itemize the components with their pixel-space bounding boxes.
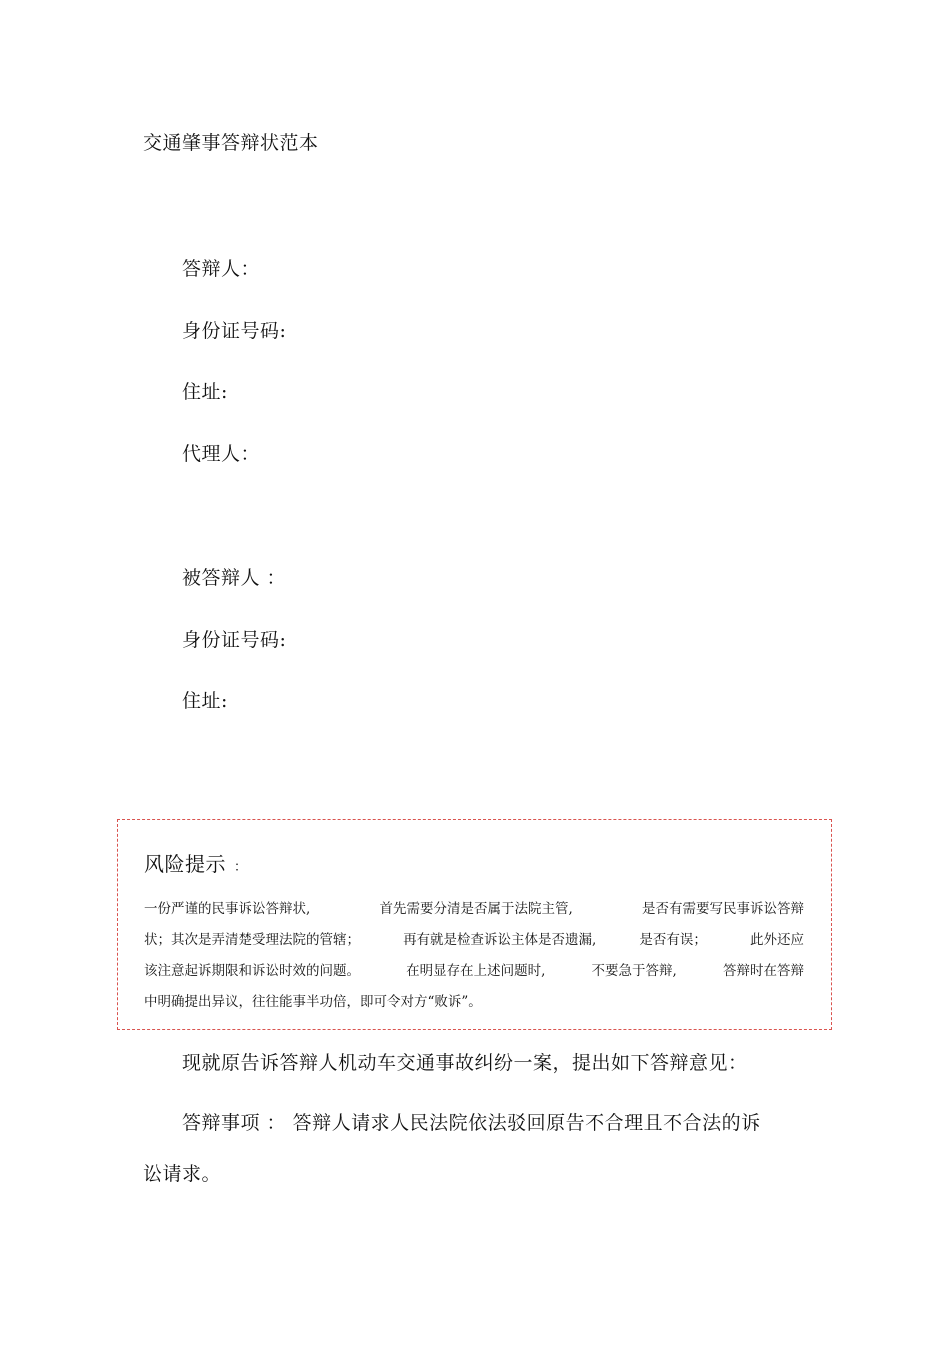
risk-line-1 [144,894,804,925]
respondent-id-label: 身份证号码: [182,320,287,342]
risk-notice-title [144,848,248,877]
risk-line-segment: 状；其次是弄清楚受理法院的管辖； [144,932,360,948]
risk-line-segment: 首先需要分清是否属于法院主管, [379,901,573,917]
risk-line-segment: 中明确提出异议，往往能事半功倍，即可令对方“败诉”。 [144,994,482,1010]
other-party-name-label: 被答辩人 ： [182,567,287,589]
risk-notice-title-text: 风险提示 [144,852,226,876]
respondent-name-label: 答辩人： [182,258,261,280]
risk-line-segment: 答辩时在答辩 [722,963,804,979]
risk-line-4 [144,987,804,1018]
risk-line-segment: 在明显存在上述问题时, [406,963,546,979]
risk-line-segment: 再有就是检查诉讼主体是否遗漏, [403,932,597,948]
risk-notice-title-colon: ： [234,860,248,875]
risk-line-segment: 是否有需要写民事诉讼答辩 [642,901,804,917]
agent-label: 代理人： [182,443,261,465]
defense-item-line-1: 答辩事项 ： 答辩人请求人民法院依法驳回原告不合理且不合法的诉 [182,1112,761,1134]
defense-item-line-2: 讼请求。 [143,1163,222,1185]
risk-notice-text [144,894,804,1018]
risk-line-segment: 一份严谨的民事诉讼答辩状, [144,901,311,917]
intro-paragraph: 现就原告诉答辩人机动车交通事故纠纷一案，提出如下答辩意见： [182,1052,748,1074]
risk-line-segment: 是否有误； [639,932,707,948]
risk-notice-box [117,819,832,1030]
risk-line-segment: 不要急于答辩, [591,963,677,979]
risk-line-segment: 此外还应 [749,932,804,948]
respondent-address-label: 住址: [182,381,228,403]
risk-line-3 [144,956,804,987]
risk-line-2 [144,925,804,956]
risk-line-segment: 该注意起诉期限和诉讼时效的问题。 [144,963,360,979]
other-party-id-label: 身份证号码: [182,629,287,651]
other-party-address-label: 住址: [182,690,228,712]
document-title: 交通肇事答辩状范本 [143,132,319,154]
